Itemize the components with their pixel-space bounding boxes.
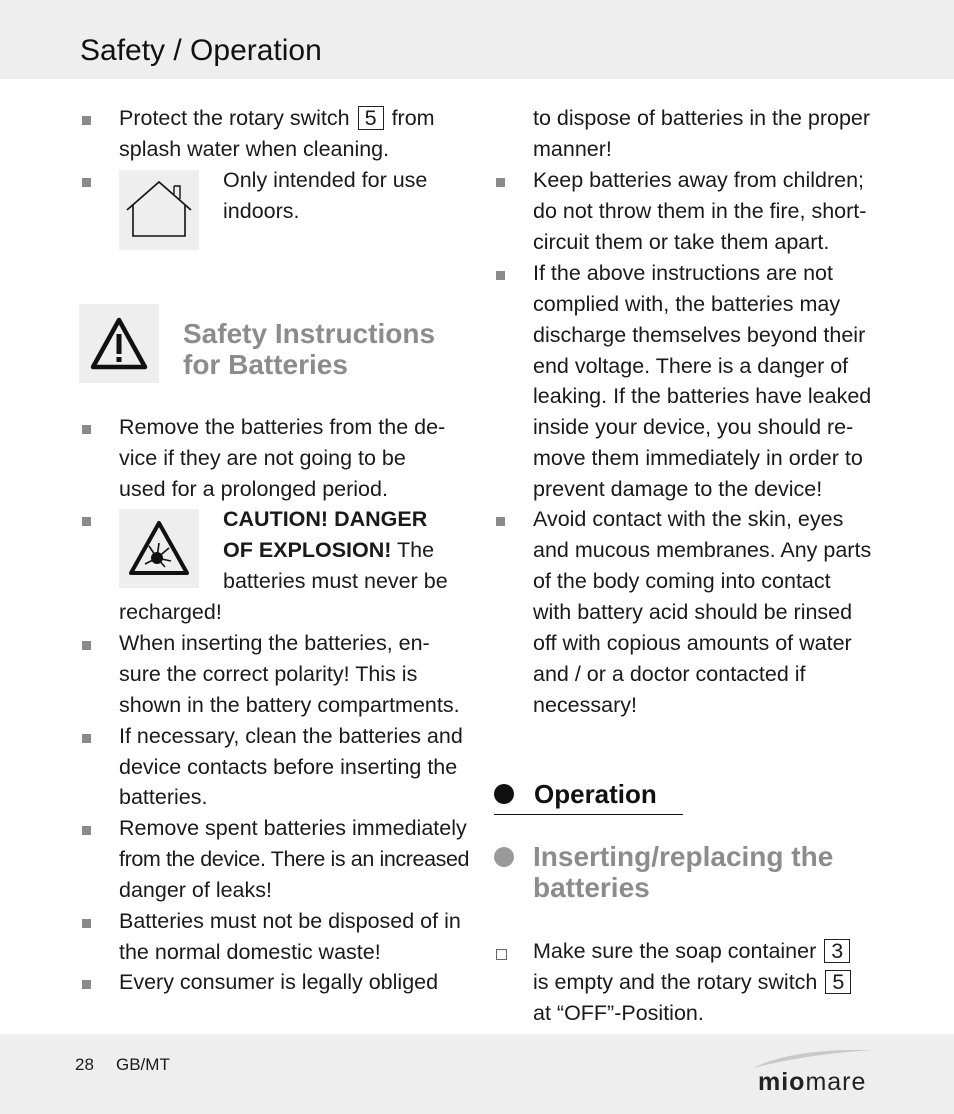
safety-heading-line2: for Batteries	[183, 349, 348, 380]
bullet-icon	[82, 517, 91, 526]
bullet-icon	[82, 826, 91, 835]
explosion-warning-icon	[119, 509, 199, 588]
indoors-note-line2: indoors.	[223, 199, 300, 223]
children-note-line3: circuit them or take them apart.	[533, 230, 830, 254]
bullet-icon	[82, 734, 91, 743]
discharge-note-line4: end voltage. There is a danger of	[533, 354, 849, 378]
warning-icon	[79, 304, 159, 383]
inserting-heading-line2: batteries	[533, 872, 650, 903]
caution-line2: OF EXPLOSION! The	[223, 538, 435, 562]
page-language: GB/MT	[116, 1055, 170, 1074]
domestic-waste-note: Batteries must not be disposed of in	[119, 909, 461, 933]
step-checkbox-icon	[496, 949, 507, 960]
bullet-icon	[82, 980, 91, 989]
page-title: Safety / Operation	[80, 34, 322, 67]
clean-contacts-line3: batteries.	[119, 785, 208, 809]
bullet-icon	[82, 919, 91, 928]
acid-contact-line5: off with copious amounts of water	[533, 631, 852, 655]
miomare-logo	[748, 1046, 878, 1100]
acid-contact-note: Avoid contact with the skin, eyes	[533, 507, 844, 531]
discharge-note-line5: leaking. If the batteries have leaked	[533, 384, 872, 408]
discharge-note-line2: complied with, the batteries may	[533, 292, 841, 316]
operation-heading: Operation	[534, 779, 657, 809]
spent-batteries-note: Remove spent batteries immediately	[119, 816, 467, 840]
bullet-icon	[496, 178, 505, 187]
children-note: Keep batteries away from children;	[533, 168, 865, 192]
spent-batteries-line2: from the device. There is an increased	[119, 847, 470, 871]
step-line3: at “OFF”-Position.	[533, 1001, 704, 1025]
children-note-line2: do not throw them in the fire, short-	[533, 199, 867, 223]
discharge-note-line3: discharge themselves beyond their	[533, 323, 866, 347]
ref-rotary-switch-2: 5	[825, 970, 851, 994]
dispose-note: to dispose of batteries in the proper	[533, 106, 871, 130]
domestic-waste-line2: the normal domestic waste!	[119, 940, 381, 964]
remove-batteries-line3: used for a prolonged period.	[119, 477, 388, 501]
remove-batteries-line2: vice if they are not going to be	[119, 446, 406, 470]
page-number: 28	[75, 1055, 94, 1074]
discharge-note-line7: move them immediately in order to	[533, 446, 863, 470]
acid-contact-line7: necessary!	[533, 693, 637, 717]
logo-wordmark: miomare	[758, 1068, 867, 1096]
step-line1: Make sure the soap container 3	[533, 936, 852, 967]
operation-heading-underline	[494, 814, 683, 815]
acid-contact-line6: and / or a doctor contacted if	[533, 662, 806, 686]
ref-rotary-switch: 5	[358, 106, 384, 130]
subsection-dot-icon	[494, 847, 514, 867]
bullet-icon	[496, 517, 505, 526]
house-icon	[119, 170, 199, 250]
polarity-note: When inserting the batteries, en-	[119, 631, 430, 655]
acid-contact-line4: with battery acid should be rinsed	[533, 600, 853, 624]
discharge-note: If the above instructions are not	[533, 261, 833, 285]
indoors-note: Only intended for use	[223, 168, 428, 192]
ref-soap-container: 3	[824, 939, 850, 963]
section-dot-icon	[494, 784, 514, 804]
spent-batteries-line3: danger of leaks!	[119, 878, 272, 902]
bullet-icon	[496, 271, 505, 280]
rotary-switch-note: Protect the rotary switch 5 from	[119, 106, 435, 130]
remove-batteries-note: Remove the batteries from the de-	[119, 415, 446, 439]
caution-line3: batteries must never be	[223, 569, 448, 593]
legal-obligation-note: Every consumer is legally obliged	[119, 970, 439, 994]
discharge-note-line6: inside your device, you should re-	[533, 415, 854, 439]
bullet-icon	[82, 178, 91, 187]
caution-line1: CAUTION! DANGER	[223, 507, 428, 531]
acid-contact-line3: of the body coming into contact	[533, 569, 831, 593]
clean-contacts-line2: device contacts before inserting the	[119, 755, 458, 779]
bullet-icon	[82, 116, 91, 125]
polarity-note-line3: shown in the battery compartments.	[119, 693, 460, 717]
rotary-switch-note-line2: splash water when cleaning.	[119, 137, 390, 161]
bullet-icon	[82, 641, 91, 650]
safety-heading: Safety Instructions	[183, 318, 436, 349]
dispose-note-line2: manner!	[533, 137, 612, 161]
acid-contact-line2: and mucous membranes. Any parts	[533, 538, 872, 562]
inserting-heading: Inserting/replacing the	[533, 841, 834, 872]
caution-line4: recharged!	[119, 600, 222, 624]
step-line2: is empty and the rotary switch 5	[533, 967, 853, 998]
discharge-note-line8: prevent damage to the device!	[533, 477, 823, 501]
polarity-note-line2: sure the correct polarity! This is	[119, 662, 418, 686]
clean-contacts-note: If necessary, clean the batteries and	[119, 724, 463, 748]
bullet-icon	[82, 425, 91, 434]
